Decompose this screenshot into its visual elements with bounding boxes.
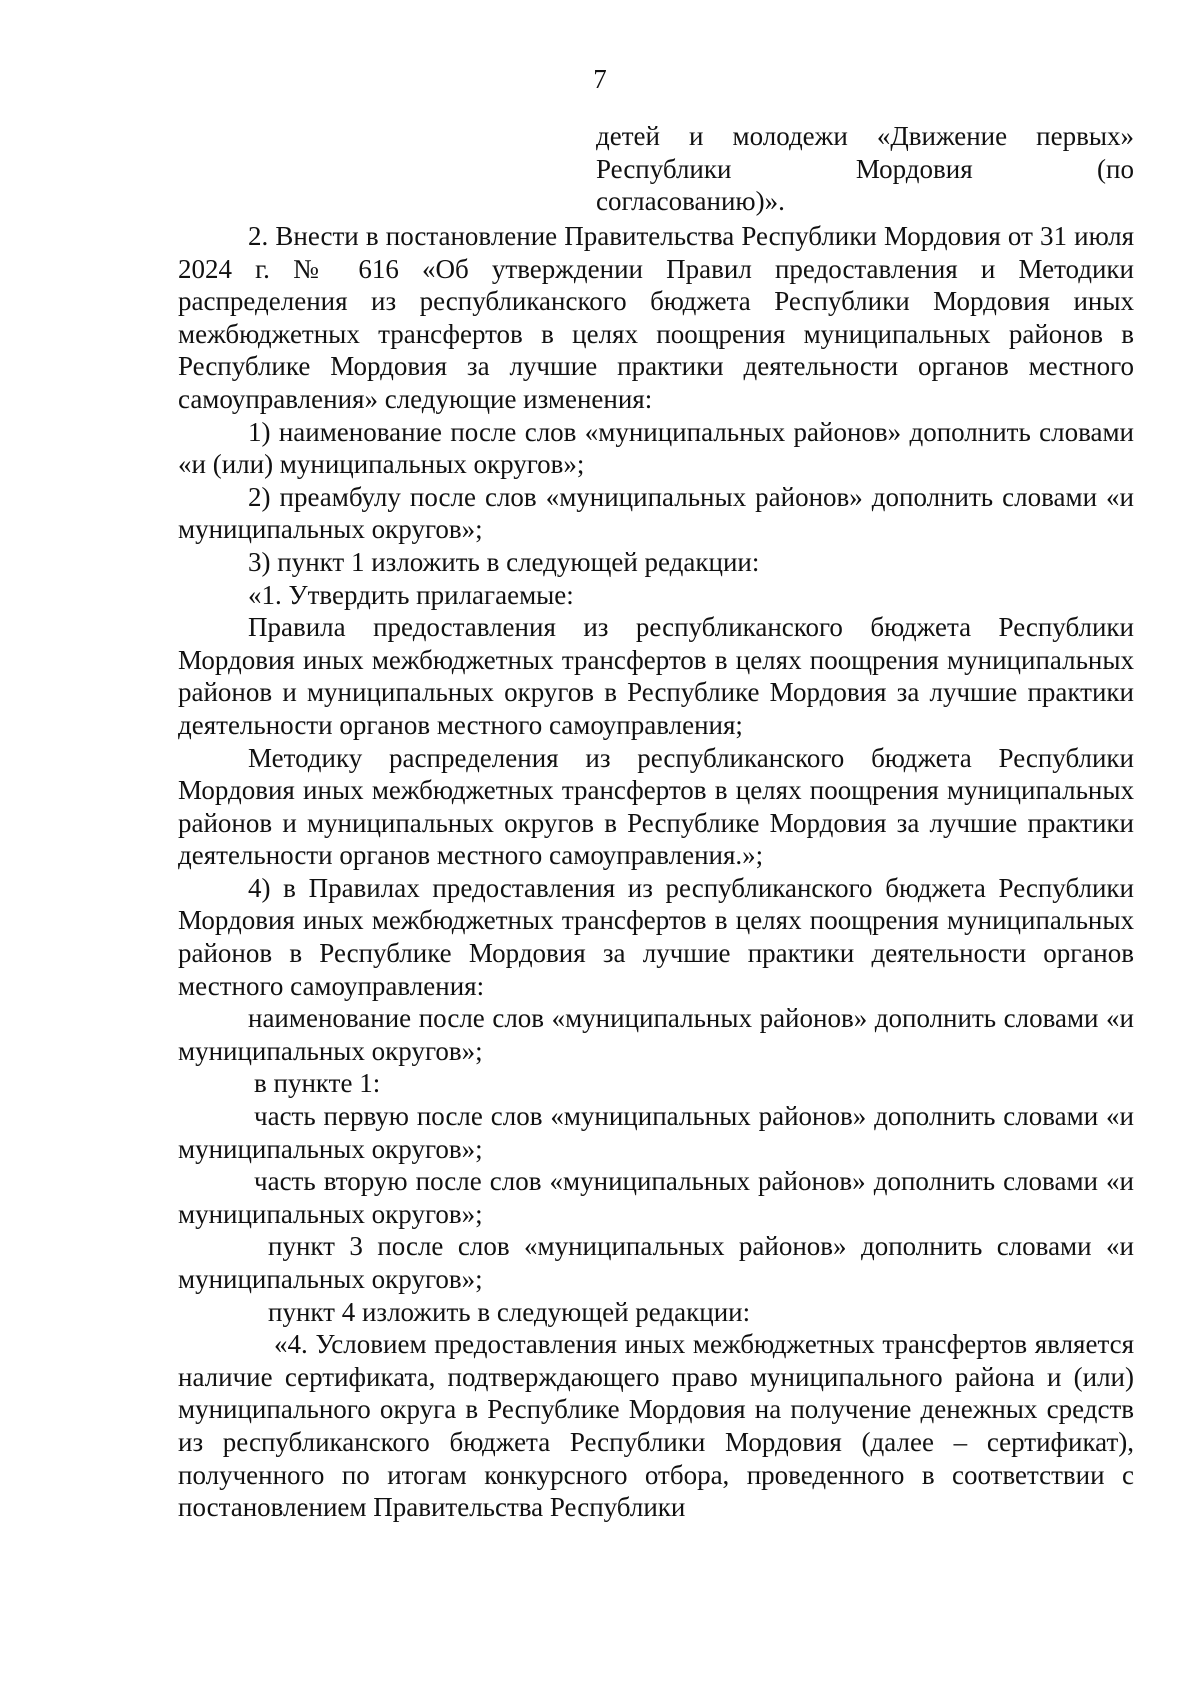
paragraph-subitem-3: 3) пункт 1 изложить в следующей редакции:	[248, 546, 760, 577]
header-line: Республики Мордовия (по	[596, 153, 1134, 184]
header-continuation-block	[596, 120, 1134, 218]
paragraph-part-one: часть первую после слов «муниципальных районов» дополнить словами «и муниципальных округов»;	[178, 1101, 1134, 1164]
header-line: согласованию)».	[596, 186, 785, 217]
paragraph-subitem-1: 1) наименование после слов «муниципальных районов» дополнить словами «и (или) муниципальных округов»;	[178, 416, 1134, 480]
paragraph-methodology: Методику распределения из республиканского бюджета Республики Мордовия иных межбюджетных трансфертов в целях поощрения муниципальных районов и муниципальных округов в Республике Мордовия за лучшие практики деятельности органов местного самоуправления.»;	[178, 742, 1134, 871]
paragraph-point-1: в пункте 1:	[254, 1068, 381, 1099]
paragraph-item-2: 2. Внести в постановление Правительства Республики Мордовия от 31 июля 2024 г. № 616 «Об утверждении Правил предоставления и Методики распределения из республиканского бюджета Республики Мордовия иных межбюджетных трансфертов в целях поощрения муниципальных районов в Республике Мордовия за лучшие практики деятельности органов местного самоуправления» следующие изменения:	[178, 221, 1134, 414]
paragraph-point-4-text: «4. Условием предоставления иных межбюджетных трансфертов является наличие сертификата, подтверждающего право муниципального района и (или) муниципального округа в Республике Мордовия на получение денежных средств из республиканского бюджета Республики Мордовия (далее – сертификат), полученного по итогам конкурсного отбора, проведенного в соответствии с постановлением Правительства Республики	[178, 1329, 1134, 1523]
paragraph-point-3: пункт 3 после слов «муниципальных районов» дополнить словами «и муниципальных округов»;	[178, 1231, 1134, 1294]
paragraph-name-change: наименование после слов «муниципальных районов» дополнить словами «и муниципальных округов»;	[178, 1003, 1134, 1066]
header-line: детей и молодежи «Движение первых»	[596, 121, 1134, 151]
document-body	[178, 220, 1134, 1524]
paragraph-rules: Правила предоставления из республиканского бюджета Республики Мордовия иных межбюджетных трансфертов в целях поощрения муниципальных районов и муниципальных округов в Республике Мордовия за лучшие практики деятельности органов местного самоуправления;	[178, 612, 1134, 740]
page-number: 7	[593, 64, 607, 94]
paragraph-subitem-4: 4) в Правилах предоставления из республиканского бюджета Республики Мордовия иных межбюджетных трансфертов в целях поощрения муниципальных районов в Республике Мордовия за лучшие практики деятельности органов местного самоуправления:	[178, 872, 1134, 1001]
paragraph-subitem-2: 2) преамбулу после слов «муниципальных районов» дополнить словами «и муниципальных округов»;	[178, 481, 1134, 545]
paragraph-point-4: пункт 4 изложить в следующей редакции:	[268, 1296, 751, 1327]
paragraph-quote-start: «1. Утвердить прилагаемые:	[248, 579, 574, 610]
paragraph-part-two: часть вторую после слов «муниципальных районов» дополнить словами «и муниципальных округов»;	[178, 1166, 1134, 1229]
